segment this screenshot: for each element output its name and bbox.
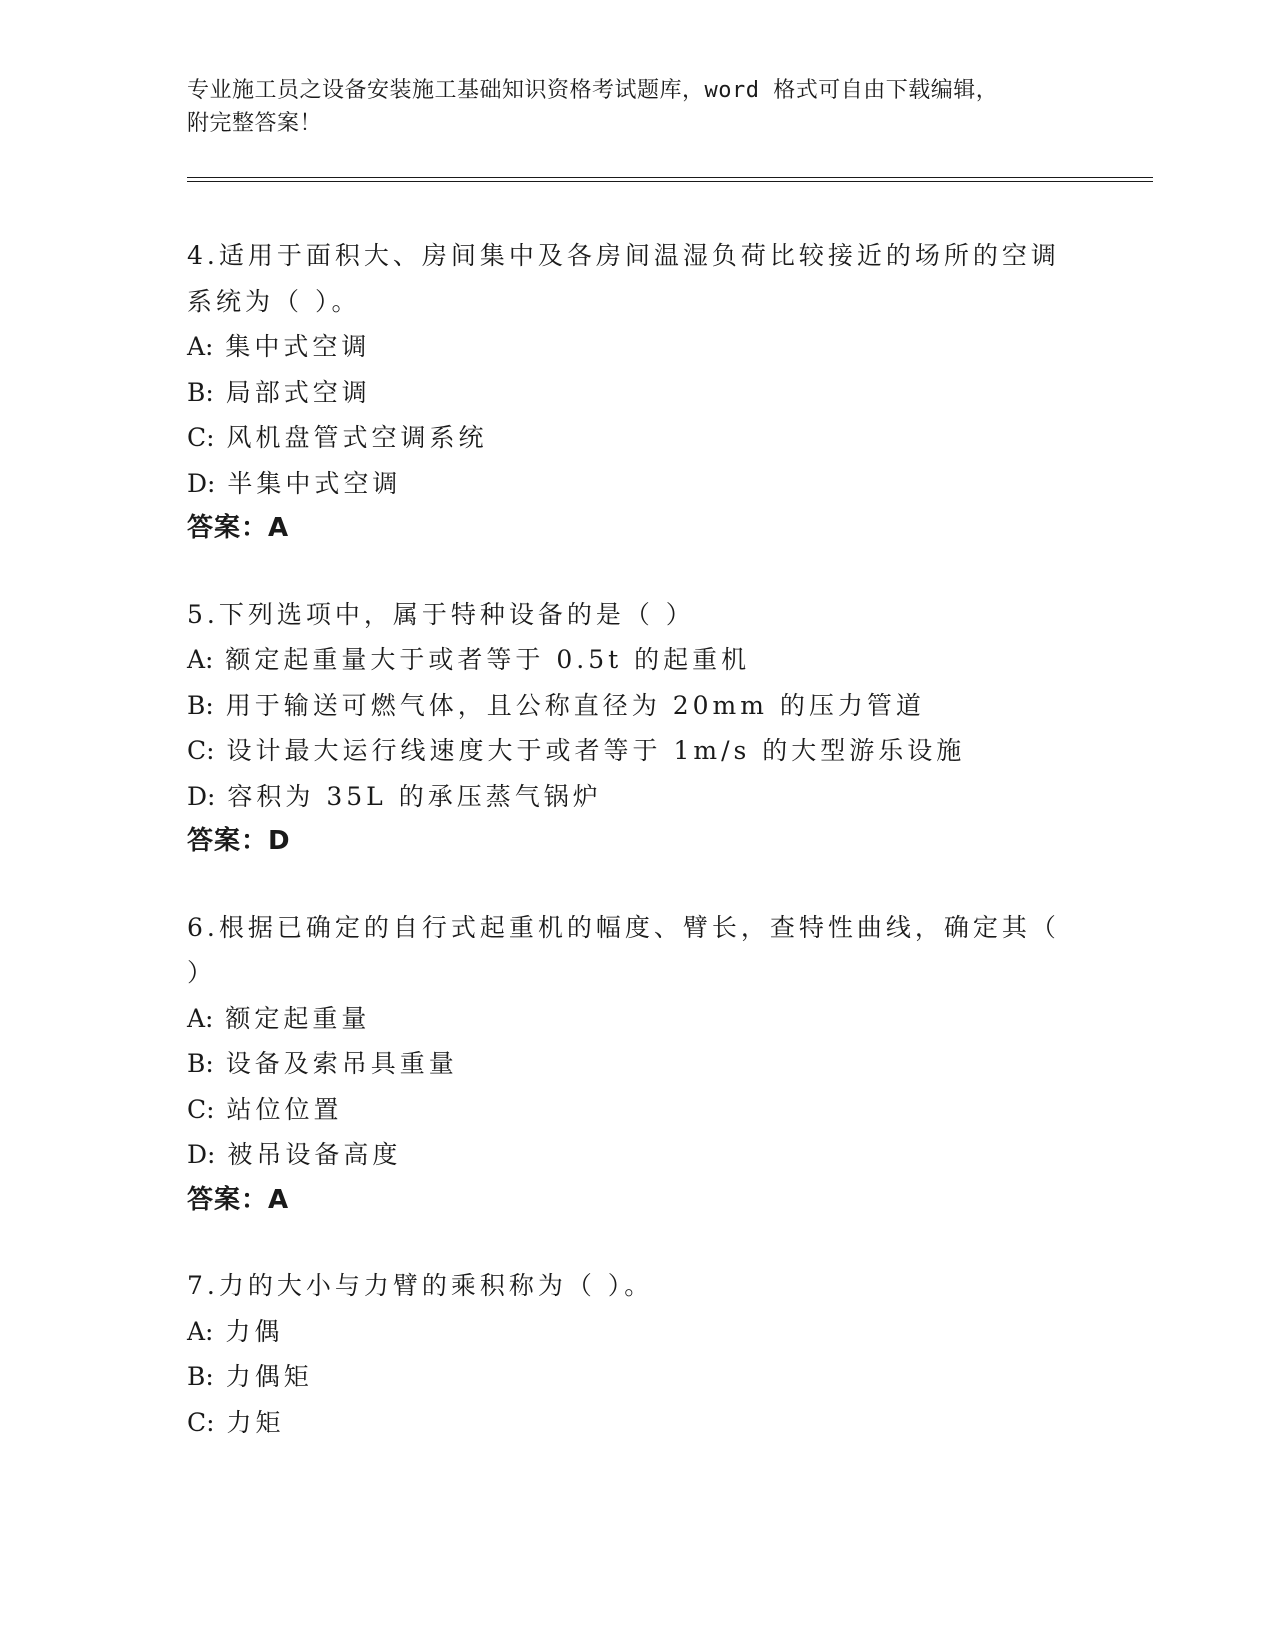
- option-text: 设备及索吊具重量: [213, 1049, 458, 1078]
- header-line-1: 专业施工员之设备安装施工基础知识资格考试题库，word 格式可自由下载编辑，: [187, 78, 999, 103]
- option-letter: D:: [187, 781, 216, 811]
- question-stem-line: ）: [187, 958, 217, 987]
- option-text: 力矩: [214, 1407, 285, 1437]
- option-text: 额定起重量大于或者等于 0.5t 的起重机: [213, 645, 751, 674]
- option-letter: B:: [187, 1362, 214, 1391]
- option-letter: C:: [187, 1094, 215, 1124]
- option-letter: D:: [187, 1140, 216, 1169]
- option-text: 设计最大运行线速度大于或者等于 1m/s 的大型游乐设施: [214, 736, 966, 765]
- option-item: [187, 1041, 1087, 1087]
- option-letter: A:: [187, 645, 214, 674]
- option-text: 半集中式空调: [215, 468, 402, 498]
- option-item: [187, 415, 1087, 461]
- option-item: [187, 683, 1087, 729]
- option-text: 站位位置: [214, 1094, 343, 1124]
- question-stem-line: 6.根据已确定的自行式起重机的幅度、臂长，查特性曲线，确定其（: [187, 912, 1060, 942]
- question-stem-line: 5.下列选项中，属于特种设备的是（ ）: [187, 599, 695, 629]
- question-stem: [187, 233, 1087, 324]
- option-item: [187, 637, 1087, 683]
- option-text: 局部式空调: [213, 377, 371, 407]
- option-letter: A:: [187, 1003, 214, 1033]
- answer-line: 答案：A: [187, 1184, 290, 1215]
- option-letter: C:: [187, 1407, 215, 1437]
- question-stem-line: 7.力的大小与力臂的乘积称为（ ）。: [187, 1271, 654, 1300]
- question-stem-line: 系统为（ ）。: [187, 286, 361, 316]
- question-stem: [187, 1263, 1087, 1309]
- option-letter: B:: [187, 377, 214, 407]
- option-letter: C:: [187, 423, 215, 452]
- question-list: [187, 233, 1087, 1485]
- option-letter: B:: [187, 690, 214, 720]
- option-item: [187, 728, 1087, 774]
- document-header: [187, 74, 1087, 140]
- header-rule-bottom: [187, 181, 1153, 182]
- option-item: [187, 324, 1087, 370]
- option-text: 力偶矩: [213, 1362, 313, 1391]
- option-item: [187, 461, 1087, 507]
- option-text: 力偶: [213, 1316, 284, 1346]
- option-letter: A:: [187, 332, 214, 361]
- option-item: [187, 1132, 1087, 1178]
- question-block: [187, 233, 1087, 552]
- option-text: 被吊设备高度: [215, 1140, 402, 1169]
- question-block: [187, 1263, 1087, 1445]
- option-letter: A:: [187, 1316, 214, 1346]
- question-block: [187, 905, 1087, 1224]
- question-stem: [187, 905, 1087, 996]
- header-rule-top: [187, 177, 1153, 178]
- option-item: [187, 370, 1087, 416]
- question-stem-line: 4.适用于面积大、房间集中及各房间温湿负荷比较接近的场所的空调: [187, 241, 1060, 270]
- option-item: [187, 1087, 1087, 1133]
- question-stem: [187, 592, 1087, 638]
- option-item: [187, 774, 1087, 820]
- header-line-2: 附完整答案！: [187, 111, 323, 136]
- option-letter: C:: [187, 736, 215, 765]
- option-text: 集中式空调: [213, 332, 371, 361]
- option-item: [187, 996, 1087, 1042]
- option-item: [187, 1400, 1087, 1446]
- option-item: [187, 1309, 1087, 1355]
- option-text: 容积为 35L 的承压蒸气锅炉: [215, 781, 602, 811]
- question-block: [187, 592, 1087, 865]
- option-text: 额定起重量: [213, 1003, 371, 1033]
- option-letter: B:: [187, 1049, 214, 1078]
- option-text: 用于输送可燃气体，且公称直径为 20mm 的压力管道: [213, 690, 925, 720]
- answer-line: 答案：A: [187, 513, 290, 543]
- answer-line: 答案：D: [187, 826, 291, 856]
- option-letter: D:: [187, 468, 216, 498]
- option-text: 风机盘管式空调系统: [214, 423, 488, 452]
- option-item: [187, 1354, 1087, 1400]
